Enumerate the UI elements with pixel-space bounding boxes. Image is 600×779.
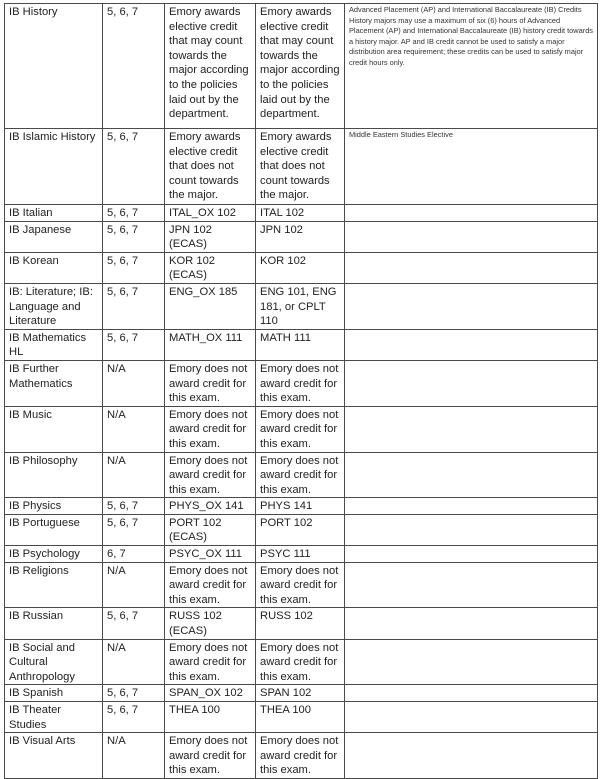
exam-name-cell: IB Religions — [5, 562, 103, 608]
notes-cell — [345, 252, 598, 283]
notes-cell — [345, 702, 598, 733]
exam-name-cell: IB Visual Arts — [5, 733, 103, 779]
notes-cell — [345, 685, 598, 702]
score-cell: N/A — [103, 360, 165, 406]
emory-credit-cell: MATH 111 — [256, 329, 345, 360]
emory-credit-cell: Emory does not award credit for this exam. — [256, 639, 345, 685]
notes-cell — [345, 221, 598, 252]
notes-cell — [345, 546, 598, 563]
score-cell: 5, 6, 7 — [103, 129, 165, 205]
emory-credit-cell: PHYS 141 — [256, 498, 345, 515]
oxford-credit-cell: Emory does not award credit for this exam. — [165, 406, 256, 452]
table-row — [5, 329, 598, 360]
exam-name-cell: IB Mathematics HL — [5, 329, 103, 360]
table-row — [5, 360, 598, 406]
score-cell: 5, 6, 7 — [103, 4, 165, 129]
exam-name-cell: IB Physics — [5, 498, 103, 515]
score-cell: 6, 7 — [103, 546, 165, 563]
exam-name-cell: IB Spanish — [5, 685, 103, 702]
table-row — [5, 221, 598, 252]
oxford-credit-cell: SPAN_OX 102 — [165, 685, 256, 702]
score-cell: 5, 6, 7 — [103, 205, 165, 222]
oxford-credit-cell: ENG_OX 185 — [165, 283, 256, 329]
emory-credit-cell: PORT 102 — [256, 514, 345, 545]
table-row — [5, 733, 598, 779]
emory-credit-cell: Emory does not award credit for this exam. — [256, 733, 345, 779]
score-cell: N/A — [103, 452, 165, 498]
emory-credit-cell: ITAL 102 — [256, 205, 345, 222]
notes-cell: Advanced Placement (AP) and International Baccalaureate (IB) Credits History majors may use a maximum of six (6) hours of Advanced Placement (AP) and International Baccalaureate (IB) history credit towards a history major. AP and IB credit cannot be used to satisfy a major distribution area requirement; these credits can be used to satisfy major credit hours only. — [345, 4, 598, 129]
exam-name-cell: IB Philosophy — [5, 452, 103, 498]
score-cell: 5, 6, 7 — [103, 702, 165, 733]
notes-cell — [345, 452, 598, 498]
emory-credit-cell: Emory does not award credit for this exam. — [256, 452, 345, 498]
emory-credit-cell: JPN 102 — [256, 221, 345, 252]
notes-cell — [345, 406, 598, 452]
emory-credit-cell: ENG 101, ENG 181, or CPLT 110 — [256, 283, 345, 329]
score-cell: N/A — [103, 406, 165, 452]
score-cell: 5, 6, 7 — [103, 221, 165, 252]
score-cell: 5, 6, 7 — [103, 608, 165, 639]
oxford-credit-cell: Emory does not award credit for this exam. — [165, 562, 256, 608]
score-cell: 5, 6, 7 — [103, 329, 165, 360]
oxford-credit-cell: THEA 100 — [165, 702, 256, 733]
score-cell: 5, 6, 7 — [103, 252, 165, 283]
score-cell: N/A — [103, 639, 165, 685]
notes-cell — [345, 498, 598, 515]
table-row — [5, 639, 598, 685]
exam-name-cell: IB Korean — [5, 252, 103, 283]
notes-cell — [345, 562, 598, 608]
score-cell: 5, 6, 7 — [103, 283, 165, 329]
emory-credit-cell: Emory does not award credit for this exam. — [256, 562, 345, 608]
notes-cell — [345, 329, 598, 360]
table-row — [5, 546, 598, 563]
oxford-credit-cell: PORT 102 (ECAS) — [165, 514, 256, 545]
emory-credit-cell: SPAN 102 — [256, 685, 345, 702]
notes-cell — [345, 639, 598, 685]
table-row — [5, 685, 598, 702]
table-row — [5, 4, 598, 129]
emory-credit-cell: Emory does not award credit for this exam. — [256, 406, 345, 452]
oxford-credit-cell: Emory awards elective credit that may count towards the major according to the policies laid out by the department. — [165, 4, 256, 129]
notes-cell — [345, 205, 598, 222]
exam-name-cell: IB Psychology — [5, 546, 103, 563]
exam-name-cell: IB Theater Studies — [5, 702, 103, 733]
emory-credit-cell: PSYC 111 — [256, 546, 345, 563]
table-row — [5, 452, 598, 498]
exam-name-cell: IB Portuguese — [5, 514, 103, 545]
score-cell: N/A — [103, 562, 165, 608]
notes-cell — [345, 514, 598, 545]
table-row — [5, 702, 598, 733]
exam-name-cell: IB: Literature; IB: Language and Literature — [5, 283, 103, 329]
exam-name-cell: IB Russian — [5, 608, 103, 639]
emory-credit-cell: Emory awards elective credit that does not count towards the major. — [256, 129, 345, 205]
oxford-credit-cell: Emory does not award credit for this exam. — [165, 360, 256, 406]
oxford-credit-cell: Emory does not award credit for this exam. — [165, 733, 256, 779]
score-cell: 5, 6, 7 — [103, 685, 165, 702]
notes-cell — [345, 283, 598, 329]
emory-credit-cell: KOR 102 — [256, 252, 345, 283]
oxford-credit-cell: Emory does not award credit for this exam. — [165, 452, 256, 498]
exam-name-cell: IB Social and Cultural Anthropology — [5, 639, 103, 685]
oxford-credit-cell: PHYS_OX 141 — [165, 498, 256, 515]
table-row — [5, 514, 598, 545]
table-row — [5, 562, 598, 608]
exam-name-cell: IB Italian — [5, 205, 103, 222]
oxford-credit-cell: Emory does not award credit for this exam. — [165, 639, 256, 685]
exam-name-cell: IB Japanese — [5, 221, 103, 252]
table-row — [5, 498, 598, 515]
table-row — [5, 205, 598, 222]
emory-credit-cell: RUSS 102 — [256, 608, 345, 639]
exam-name-cell: IB History — [5, 4, 103, 129]
ib-credit-table — [4, 3, 598, 779]
table-row — [5, 283, 598, 329]
table-row — [5, 252, 598, 283]
oxford-credit-cell: JPN 102 (ECAS) — [165, 221, 256, 252]
table-row — [5, 608, 598, 639]
exam-name-cell: IB Islamic History — [5, 129, 103, 205]
oxford-credit-cell: RUSS 102 (ECAS) — [165, 608, 256, 639]
notes-cell — [345, 608, 598, 639]
emory-credit-cell: THEA 100 — [256, 702, 345, 733]
emory-credit-cell: Emory awards elective credit that may count towards the major according to the policies laid out by the department. — [256, 4, 345, 129]
exam-name-cell: IB Music — [5, 406, 103, 452]
exam-name-cell: IB Further Mathematics — [5, 360, 103, 406]
oxford-credit-cell: PSYC_OX 111 — [165, 546, 256, 563]
oxford-credit-cell: ITAL_OX 102 — [165, 205, 256, 222]
oxford-credit-cell: Emory awards elective credit that does not count towards the major. — [165, 129, 256, 205]
notes-cell — [345, 360, 598, 406]
table-row — [5, 406, 598, 452]
table-row — [5, 129, 598, 205]
notes-cell: Middle Eastern Studies Elective — [345, 129, 598, 205]
score-cell: N/A — [103, 733, 165, 779]
oxford-credit-cell: KOR 102 (ECAS) — [165, 252, 256, 283]
notes-cell — [345, 733, 598, 779]
score-cell: 5, 6, 7 — [103, 498, 165, 515]
oxford-credit-cell: MATH_OX 111 — [165, 329, 256, 360]
score-cell: 5, 6, 7 — [103, 514, 165, 545]
emory-credit-cell: Emory does not award credit for this exam. — [256, 360, 345, 406]
